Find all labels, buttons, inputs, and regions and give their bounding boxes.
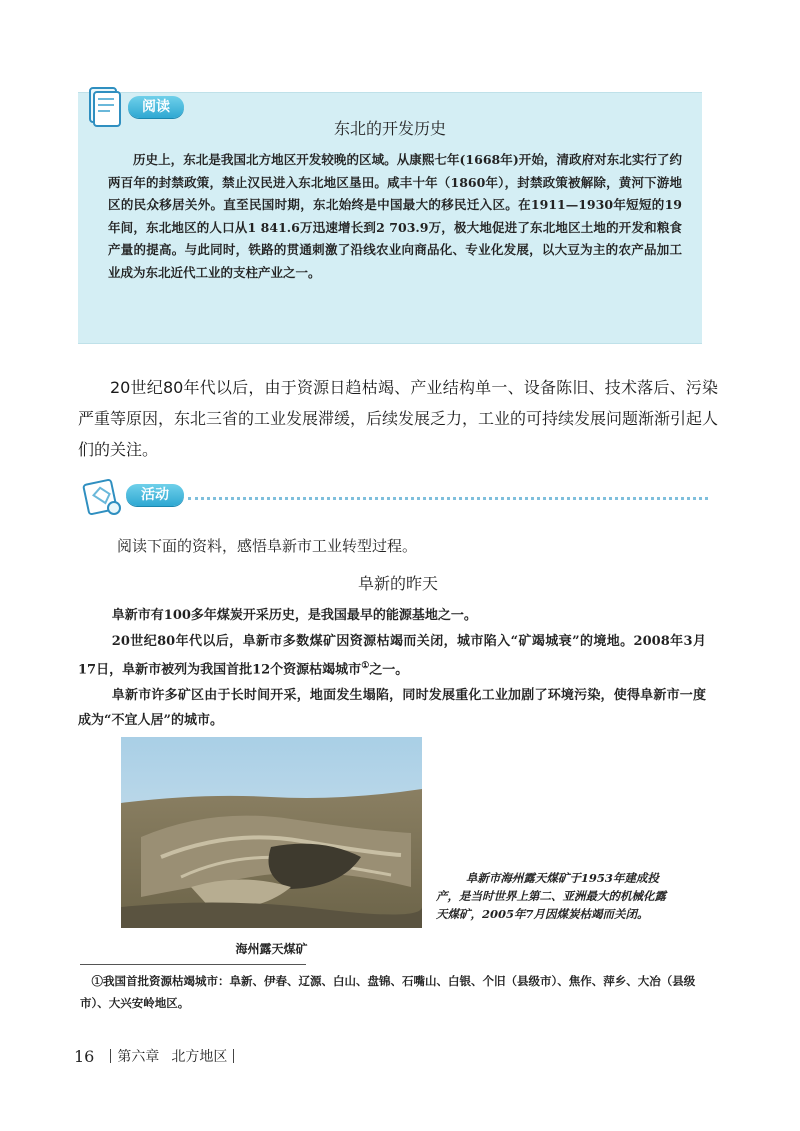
footnote-divider: [80, 964, 306, 965]
reading-paragraph: 历史上，东北是我国北方地区开发较晚的区域。从康熙七年(1668年)开始，清政府对东北实行了约两百年的封禁政策，禁止汉民进入东北地区垦田。咸丰十年（1860年），封禁政策被解除，黄河下游地区的民众移居关外。直至民国时期，东北始终是中国最大的移民迁入区。在1911—1930年短短的19年间，东北地区的人口从1 841.6万迅速增长到2 703.9万，极大地促进了东北地区土地的开发和粮食产量的提高。与此同时，铁路的贯通刺激了沿线农业向商品化、专业化发展，以大豆为主的农产品加工业成为东北近代工业的支柱产业之一。: [108, 152, 682, 280]
footnote: [80, 970, 708, 1014]
section-paragraph-2-text: 20世纪80年代以后，阜新市多数煤矿因资源枯竭而关闭，城市陷入“矿竭城衰”的境地。2008年3月17日，阜新市被列为我国首批12个资源枯竭城市: [78, 633, 706, 678]
section-paragraph-3: 阜新市许多矿区由于长时间开采，地面发生塌陷，同时发展重化工业加剧了环境污染，使得阜新市一度成为“不宜人居”的城市。: [78, 687, 706, 729]
section-label: 北方地区: [171, 1049, 228, 1065]
activity-icon: [80, 474, 126, 520]
footnote-marker[interactable]: ①: [361, 661, 370, 671]
reading-title: 东北的开发历史: [333, 119, 446, 138]
mine-photo: [121, 737, 422, 928]
main-paragraph-text: 20世纪80年代以后，由于资源日趋枯竭、产业结构单一、设备陈旧、技术落后、污染严重等原因，东北三省的工业发展滞缓，后续发展乏力，工业的可持续发展问题渐渐引起人们的关注。: [78, 378, 719, 459]
reading-badge: 阅读: [128, 96, 184, 118]
section-body: [78, 603, 706, 734]
footnote-text: ①我国首批资源枯竭城市：阜新、伊春、辽源、白山、盘锦、石嘴山、白银、个旧（县级市）、焦作、萍乡、大冶（县级市）、大兴安岭地区。: [80, 974, 696, 1010]
page-footer: [74, 1046, 240, 1066]
section-paragraph-2-tail: 之一。: [369, 662, 409, 678]
photo-note-text: 阜新市海州露天煤矿于1953年建成投产，是当时世界上第二、亚洲最大的机械化露天煤矿，2005年7月因煤炭枯竭而关闭。: [436, 871, 666, 921]
page-number: 16: [74, 1046, 95, 1066]
footer-divider: [110, 1049, 111, 1063]
reading-text: [108, 149, 682, 284]
activity-intro: 阅读下面的资料，感悟阜新市工业转型过程。: [117, 537, 418, 555]
section-paragraph-1: 阜新市有100多年煤炭开采历史，是我国最早的能源基地之一。: [111, 608, 477, 623]
photo-caption: 海州露天煤矿: [235, 942, 308, 956]
section-paragraph-2: [78, 629, 706, 683]
activity-badge: 活动: [126, 484, 184, 506]
chapter-label: 第六章: [117, 1049, 160, 1065]
section-title: 阜新的昨天: [357, 574, 438, 593]
main-paragraph: [78, 372, 718, 465]
footer-divider-end: [233, 1049, 234, 1063]
activity-divider: [188, 497, 708, 500]
photo-note: [436, 869, 666, 923]
